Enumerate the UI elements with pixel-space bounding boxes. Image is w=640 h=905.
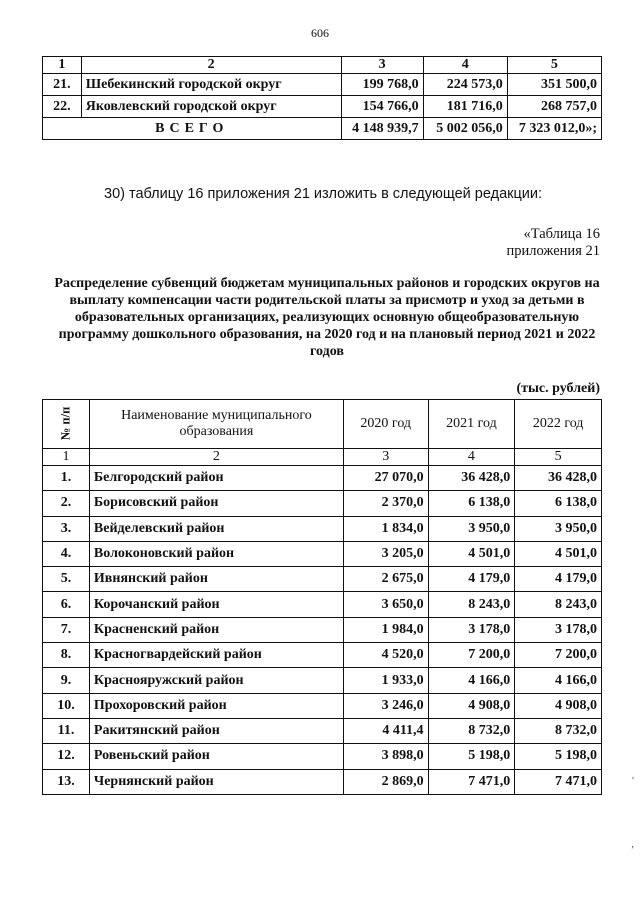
- col-number-3: 3: [343, 449, 428, 466]
- table-row: [43, 466, 602, 491]
- value-2022: 4 166,0: [515, 668, 602, 693]
- row-number: 13.: [43, 769, 90, 794]
- row-number: 6.: [43, 592, 90, 617]
- row-number: 12.: [43, 744, 90, 769]
- value-2022: 4 908,0: [515, 693, 602, 718]
- table-row: [43, 541, 602, 566]
- subvention-table: [42, 399, 602, 795]
- column-number-row: [43, 449, 602, 466]
- value-2021: 4 501,0: [428, 541, 515, 566]
- col-number-1: 1: [43, 449, 90, 466]
- value-2022: 5 198,0: [515, 744, 602, 769]
- municipality-name: Ивнянский район: [89, 567, 343, 592]
- continuation-header-row: [43, 57, 602, 74]
- continuation-table: [42, 56, 602, 140]
- value-2022: 36 428,0: [515, 466, 602, 491]
- municipality-name: Яковлевский городской округ: [81, 96, 341, 118]
- table-row: [43, 617, 602, 642]
- table-body: [43, 466, 602, 795]
- municipality-name: Борисовский район: [89, 491, 343, 516]
- value-2022: 6 138,0: [515, 491, 602, 516]
- value-2021: 6 138,0: [428, 491, 515, 516]
- table-row: [43, 96, 602, 118]
- edge-mark: ': [632, 775, 634, 787]
- value-2020: 3 205,0: [343, 541, 428, 566]
- row-number: 22.: [43, 96, 82, 118]
- table-row: [43, 693, 602, 718]
- table-caption-line2: приложения 21: [506, 243, 600, 259]
- table-row: [43, 744, 602, 769]
- table-row: [43, 718, 602, 743]
- value-2021: 7 200,0: [428, 643, 515, 668]
- value-2020: 4 520,0: [343, 643, 428, 668]
- value-2020: 2 370,0: [343, 491, 428, 516]
- value-2020: 4 411,4: [343, 718, 428, 743]
- units-label: (тыс. рублей): [516, 381, 600, 396]
- municipality-name: Прохоровский район: [89, 693, 343, 718]
- value-2022: 4 179,0: [515, 567, 602, 592]
- value-2020: 2 675,0: [343, 567, 428, 592]
- value-2020: 1 933,0: [343, 668, 428, 693]
- value-2020: 3 246,0: [343, 693, 428, 718]
- row-number: 11.: [43, 718, 90, 743]
- value-2021: 3 950,0: [428, 516, 515, 541]
- municipality-name: Волоконовский район: [89, 541, 343, 566]
- col-number-3: 3: [341, 57, 423, 74]
- value-2021: 3 178,0: [428, 617, 515, 642]
- total-2020: 4 148 939,7: [341, 118, 423, 140]
- value-2020: 199 768,0: [341, 74, 423, 96]
- municipality-name: Красногвардейский район: [89, 643, 343, 668]
- header-number: [43, 400, 90, 449]
- value-2021: 7 471,0: [428, 769, 515, 794]
- header-row: [43, 400, 602, 449]
- municipality-name: Шебекинский городской округ: [81, 74, 341, 96]
- value-2022: 4 501,0: [515, 541, 602, 566]
- municipality-name: Красненский район: [89, 617, 343, 642]
- municipality-name: Ракитянский район: [89, 718, 343, 743]
- value-2022: 268 757,0: [507, 96, 601, 118]
- value-2020: 154 766,0: [341, 96, 423, 118]
- header-2021: 2021 год: [428, 400, 515, 449]
- header-2020: 2020 год: [343, 400, 428, 449]
- row-number: 21.: [43, 74, 82, 96]
- value-2022: 8 732,0: [515, 718, 602, 743]
- municipality-name: Белгородский район: [89, 466, 343, 491]
- col-number-5: 5: [515, 449, 602, 466]
- header-number-text: № п/п: [58, 406, 73, 441]
- value-2021: 36 428,0: [428, 466, 515, 491]
- table-row: [43, 592, 602, 617]
- municipality-name: Краснояружский район: [89, 668, 343, 693]
- value-2020: 3 650,0: [343, 592, 428, 617]
- value-2022: 7 471,0: [515, 769, 602, 794]
- table-caption-line1: «Таблица 16: [523, 226, 600, 242]
- amendment-instruction: 30) таблицу 16 приложения 21 изложить в следующей редакции:: [104, 186, 543, 202]
- row-number: 5.: [43, 567, 90, 592]
- value-2021: 224 573,0: [423, 74, 507, 96]
- table-row: [43, 491, 602, 516]
- table-row: [43, 769, 602, 794]
- value-2021: 8 732,0: [428, 718, 515, 743]
- row-number: 9.: [43, 668, 90, 693]
- table-row: [43, 668, 602, 693]
- total-label: ВСЕГО: [43, 118, 342, 140]
- edge-mark: ,: [631, 838, 634, 850]
- table-row: [43, 567, 602, 592]
- total-row: [43, 118, 602, 140]
- value-2021: 181 716,0: [423, 96, 507, 118]
- municipality-name: Корочанский район: [89, 592, 343, 617]
- value-2022: 3 950,0: [515, 516, 602, 541]
- row-number: 2.: [43, 491, 90, 516]
- col-number-2: 2: [89, 449, 343, 466]
- row-number: 8.: [43, 643, 90, 668]
- row-number: 4.: [43, 541, 90, 566]
- value-2021: 4 166,0: [428, 668, 515, 693]
- value-2020: 27 070,0: [343, 466, 428, 491]
- value-2022: 351 500,0: [507, 74, 601, 96]
- row-number: 7.: [43, 617, 90, 642]
- col-number-5: 5: [507, 57, 601, 74]
- value-2021: 4 908,0: [428, 693, 515, 718]
- total-2021: 5 002 056,0: [423, 118, 507, 140]
- total-2022: 7 323 012,0»;: [507, 118, 601, 140]
- header-2022: 2022 год: [515, 400, 602, 449]
- page-number: 606: [311, 26, 329, 40]
- value-2020: 1 984,0: [343, 617, 428, 642]
- col-number-4: 4: [423, 57, 507, 74]
- table-row: [43, 74, 602, 96]
- header-name: Наименование муниципального образования: [89, 400, 343, 449]
- municipality-name: Чернянский район: [89, 769, 343, 794]
- row-number: 3.: [43, 516, 90, 541]
- col-number-2: 2: [81, 57, 341, 74]
- row-number: 10.: [43, 693, 90, 718]
- municipality-name: Вейделевский район: [89, 516, 343, 541]
- value-2021: 4 179,0: [428, 567, 515, 592]
- value-2020: 3 898,0: [343, 744, 428, 769]
- row-number: 1.: [43, 466, 90, 491]
- value-2021: 5 198,0: [428, 744, 515, 769]
- col-number-1: 1: [43, 57, 82, 74]
- value-2021: 8 243,0: [428, 592, 515, 617]
- table-row: [43, 643, 602, 668]
- table-title: Распределение субвенций бюджетам муниципальных районов и городских округов на выплату компенсации части родительской платы за присмотр и уход за детьми в образовательных организациях, реализующих основную общеобразовательную программу дошкольного образования, на 2020 год и на плановый период 2021 и 2022 годов: [54, 276, 600, 359]
- value-2022: 8 243,0: [515, 592, 602, 617]
- value-2022: 7 200,0: [515, 643, 602, 668]
- municipality-name: Ровеньский район: [89, 744, 343, 769]
- value-2020: 2 869,0: [343, 769, 428, 794]
- table-row: [43, 516, 602, 541]
- value-2020: 1 834,0: [343, 516, 428, 541]
- value-2022: 3 178,0: [515, 617, 602, 642]
- col-number-4: 4: [428, 449, 515, 466]
